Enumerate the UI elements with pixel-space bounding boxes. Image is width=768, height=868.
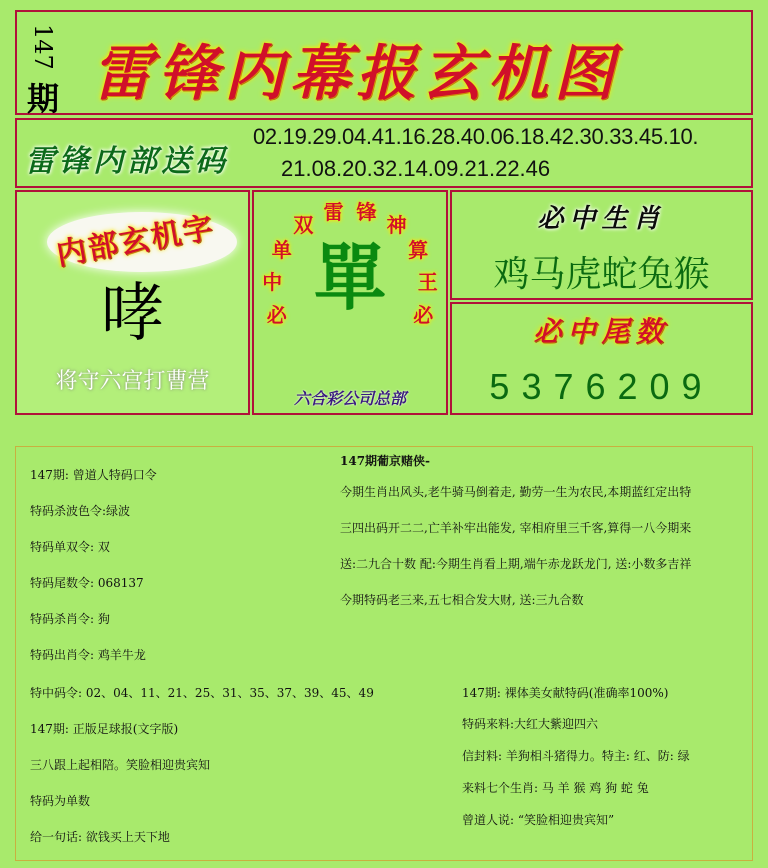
secret-label: 内部玄机字 xyxy=(53,210,218,273)
ring-char: 雷 xyxy=(323,199,344,224)
codes-line2: 21.08.20.32.14.09.21.22.46 xyxy=(281,156,551,181)
zodiac-label: 必中生肖 xyxy=(537,204,666,234)
text-line: 送:二九合十数 配:今期生肖看上期,端午赤龙跃龙门, 送:小数多吉祥 xyxy=(340,557,692,571)
ring-center: 單 xyxy=(313,236,386,320)
winning-line: 特中码令: 02、04、11、21、25、31、35、37、39、45、49 xyxy=(30,686,374,700)
text-line: 来料七个生肖: 马 羊 猴 鸡 狗 蛇 兔 xyxy=(462,781,649,795)
left-bottom-lines xyxy=(30,720,350,864)
right-bottom-column xyxy=(462,684,752,843)
left-column xyxy=(30,466,330,682)
text-line: 今期特码老三来,五七相合发大财, 送:三九合数 xyxy=(340,593,584,607)
text-line: 特码杀波色令:绿波 xyxy=(30,504,131,518)
ring-char: 双 xyxy=(293,213,314,238)
text-line: 特码杀肖令: 狗 xyxy=(30,612,110,626)
secret-frame xyxy=(15,190,250,415)
text-line: 特码出肖令: 鸡羊牛龙 xyxy=(30,648,146,662)
right-top-lines xyxy=(340,483,750,627)
text-line: 三四出码开二二,亡羊补牢出能发, 宰相府里三千客,算得一八今期来 xyxy=(340,521,692,535)
text-line: 特码单双令: 双 xyxy=(30,540,110,554)
text-line: 今期生肖出风头,老牛骑马倒着走, 勤劳一生为农民,本期蓝红定出特 xyxy=(340,485,692,499)
ring-char: 神 xyxy=(386,213,407,238)
text-line: 曾道人说: “笑脸相迎贵宾知” xyxy=(462,813,615,827)
ring-char: 单 xyxy=(271,238,292,263)
right-bottom-heading: 147期: 裸体美女献特码(准确率100%) xyxy=(462,686,669,700)
text-line: 给一句话: 欲钱买上天下地 xyxy=(30,830,170,844)
left-lines xyxy=(30,466,330,682)
text-line: 三八跟上起相陪。笑脸相迎贵宾知 xyxy=(30,758,211,772)
ring-char: 王 xyxy=(417,269,438,294)
ring-char: 算 xyxy=(408,238,429,263)
ring-char: 必 xyxy=(413,302,434,327)
right-bottom-lines xyxy=(462,715,752,843)
ring-char: 中 xyxy=(262,269,283,294)
tail-frame xyxy=(450,302,753,415)
text-line: 信封料: 羊狗相斗猪得力。特主: 红、防: 绿 xyxy=(462,749,690,763)
secret-char: 哮 xyxy=(100,277,165,351)
text-line: 特码尾数令: 068137 xyxy=(30,576,144,590)
codes-frame xyxy=(15,118,753,188)
codes-line1: 02.19.29.04.41.16.28.40.06.18.42.30.33.45.10. xyxy=(253,124,699,149)
ring-frame xyxy=(252,190,448,415)
text-line: 特码为单数 xyxy=(30,794,91,808)
text-line: 147期: 曾道人特码口令 xyxy=(30,468,157,482)
zodiac-frame xyxy=(450,190,753,300)
ring-char: 必 xyxy=(266,302,287,327)
tail-value: 5376209 xyxy=(489,366,714,407)
issue-number: 147 期 xyxy=(26,24,59,118)
ring-footer: 六合彩公司总部 xyxy=(293,389,406,408)
right-top-column xyxy=(340,452,750,627)
page-title: 雷锋内幕报玄机图 xyxy=(92,39,620,109)
secret-hint: 将守六宫打曹营 xyxy=(55,369,210,394)
text-line: 147期: 正版足球报(文字版) xyxy=(30,722,179,736)
left-bottom-column xyxy=(30,720,350,864)
zodiac-value: 鸡马虎蛇兔猴 xyxy=(493,254,710,295)
codes-label: 雷锋内部送码 xyxy=(25,144,229,179)
ring-char: 锋 xyxy=(356,199,377,224)
header-frame xyxy=(15,10,753,118)
tail-label: 必中尾数 xyxy=(533,315,670,348)
text-line: 特码来料:大红大紫迎四六 xyxy=(462,717,599,731)
right-top-heading: 147期葡京赌侠- xyxy=(340,454,431,468)
